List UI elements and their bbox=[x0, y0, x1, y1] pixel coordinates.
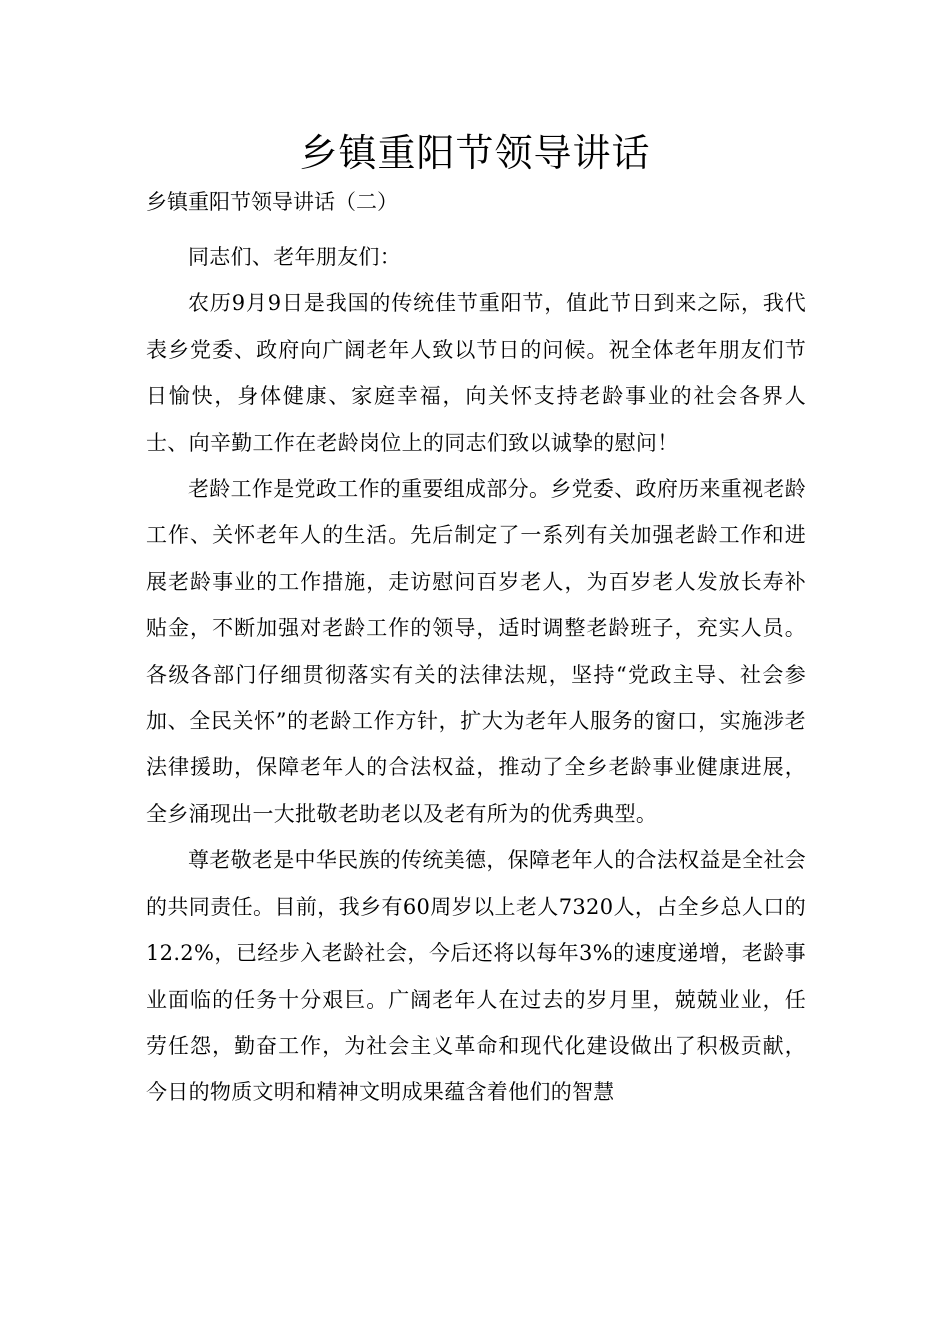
document-body bbox=[146, 234, 806, 1116]
document-subtitle: 乡镇重阳节领导讲话（二） bbox=[146, 190, 398, 214]
document-title: 乡镇重阳节领导讲话 bbox=[299, 131, 651, 175]
salutation-paragraph: 同志们、老年朋友们： bbox=[188, 245, 401, 269]
body-paragraph: 老龄工作是党政工作的重要组成部分。乡党委、政府历来重视老龄工作、关怀老年人的生活。先后制定了一系列有关加强老龄工作和进展老龄事业的工作措施，走访慰问百岁老人，为百岁老人发放长寿补贴金，不断加强对老龄工作的领导，适时调整老龄班子，充实人员。各级各部门仔细贯彻落实有关的法律法规，坚持“党政主导、社会参加、全民关怀”的老龄工作方针，扩大为老年人服务的窗口，实施涉老法律援助，保障老年人的合法权益，推动了全乡老龄事业健康进展，全乡涌现出一大批敬老助老以及老有所为的优秀典型。 bbox=[146, 477, 806, 826]
body-paragraph: 农历9月9日是我国的传统佳节重阳节，值此节日到来之际，我代表乡党委、政府向广阔老年人致以节日的问候。祝全体老年朋友们节日愉快，身体健康、家庭幸福，向关怀支持老龄事业的社会各界人士、向辛勤工作在老龄岗位上的同志们致以诚挚的慰问！ bbox=[146, 291, 806, 455]
body-paragraph: 尊老敬老是中华民族的传统美德，保障老年人的合法权益是全社会的共同责任。目前，我乡有60周岁以上老人7320人，占全乡总人口的12.2%，已经步入老龄社会，今后还将以每年3%的速度递增，老龄事业面临的任务十分艰巨。广阔老年人在过去的岁月里，兢兢业业，任劳任怨，勤奋工作，为社会主义革命和现代化建设做出了积极贡献，今日的物质文明和精神文明成果蕴含着他们的智慧 bbox=[146, 848, 806, 1105]
